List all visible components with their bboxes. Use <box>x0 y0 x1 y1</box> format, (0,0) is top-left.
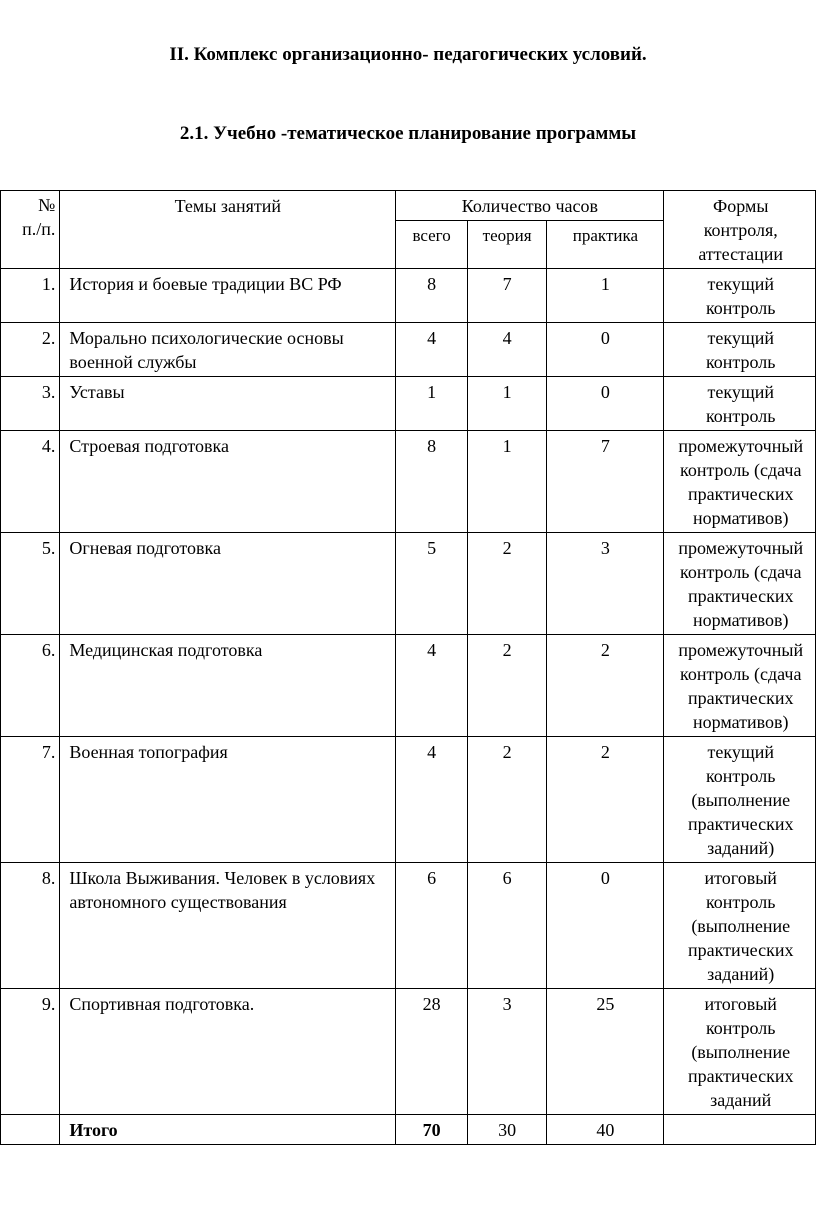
table-row <box>1 989 816 1115</box>
row-form: текущий контроль <box>664 323 816 377</box>
row-number: 2. <box>1 323 60 377</box>
total-form-empty <box>664 1115 816 1145</box>
row-theory: 2 <box>467 533 547 635</box>
row-theory: 2 <box>467 737 547 863</box>
total-practice: 40 <box>547 1115 664 1145</box>
row-total: 1 <box>396 377 467 431</box>
table-row <box>1 737 816 863</box>
row-theory: 3 <box>467 989 547 1115</box>
row-total: 6 <box>396 863 467 989</box>
row-topic: Школа Выживания. Человек в условиях автономного существования <box>60 863 396 989</box>
row-form: текущий контроль <box>664 377 816 431</box>
total-theory: 30 <box>467 1115 547 1145</box>
row-practice: 0 <box>547 323 664 377</box>
thematic-plan-table <box>0 190 816 1145</box>
row-practice: 3 <box>547 533 664 635</box>
header-topic: Темы занятий <box>60 191 396 269</box>
row-topic: Морально психологические основы военной службы <box>60 323 396 377</box>
row-total: 8 <box>396 269 467 323</box>
subsection-title: 2.1. Учебно -тематическое планирование программы <box>179 123 637 144</box>
total-row <box>1 1115 816 1145</box>
row-practice: 7 <box>547 431 664 533</box>
row-theory: 1 <box>467 431 547 533</box>
header-forms: Формы контроля, аттестации <box>664 191 816 269</box>
row-practice: 2 <box>547 635 664 737</box>
row-number: 5. <box>1 533 60 635</box>
row-theory: 6 <box>467 863 547 989</box>
row-total: 5 <box>396 533 467 635</box>
row-form: текущий контроль <box>664 269 816 323</box>
header-total: всего <box>396 221 467 269</box>
row-number: 6. <box>1 635 60 737</box>
total-hours: 70 <box>396 1115 467 1145</box>
row-theory: 4 <box>467 323 547 377</box>
table-row <box>1 635 816 737</box>
row-topic: Медицинская подготовка <box>60 635 396 737</box>
table-row <box>1 377 816 431</box>
total-label: Итого <box>60 1115 396 1145</box>
row-number: 1. <box>1 269 60 323</box>
row-total: 8 <box>396 431 467 533</box>
row-topic: Огневая подготовка <box>60 533 396 635</box>
row-form: промежуточный контроль (сдача практических нормативов) <box>664 431 816 533</box>
row-number: 8. <box>1 863 60 989</box>
row-number: 4. <box>1 431 60 533</box>
header-hours: Количество часов <box>396 191 664 221</box>
header-theory: теория <box>467 221 547 269</box>
row-practice: 0 <box>547 377 664 431</box>
row-practice: 0 <box>547 863 664 989</box>
row-theory: 7 <box>467 269 547 323</box>
row-total: 28 <box>396 989 467 1115</box>
row-practice: 25 <box>547 989 664 1115</box>
row-topic: Строевая подготовка <box>60 431 396 533</box>
section-title: II. Комплекс организационно- педагогических условий. <box>169 44 647 65</box>
table-row <box>1 863 816 989</box>
row-total: 4 <box>396 323 467 377</box>
row-topic: Военная топография <box>60 737 396 863</box>
row-number: 3. <box>1 377 60 431</box>
row-form: итоговый контроль (выполнение практических заданий <box>664 989 816 1115</box>
table-row <box>1 533 816 635</box>
row-topic: Уставы <box>60 377 396 431</box>
row-form: текущий контроль (выполнение практических заданий) <box>664 737 816 863</box>
row-form: итоговый контроль (выполнение практических заданий) <box>664 863 816 989</box>
row-practice: 1 <box>547 269 664 323</box>
total-empty-cell <box>1 1115 60 1145</box>
row-topic: Спортивная подготовка. <box>60 989 396 1115</box>
header-practice: практика <box>547 221 664 269</box>
header-number: № п./п. <box>1 191 60 269</box>
row-total: 4 <box>396 737 467 863</box>
table-row <box>1 269 816 323</box>
table-row <box>1 431 816 533</box>
row-total: 4 <box>396 635 467 737</box>
table-row <box>1 323 816 377</box>
row-practice: 2 <box>547 737 664 863</box>
row-theory: 1 <box>467 377 547 431</box>
row-form: промежуточный контроль (сдача практических нормативов) <box>664 635 816 737</box>
row-form: промежуточный контроль (сдача практических нормативов) <box>664 533 816 635</box>
row-topic: История и боевые традиции ВС РФ <box>60 269 396 323</box>
row-number: 9. <box>1 989 60 1115</box>
row-number: 7. <box>1 737 60 863</box>
row-theory: 2 <box>467 635 547 737</box>
